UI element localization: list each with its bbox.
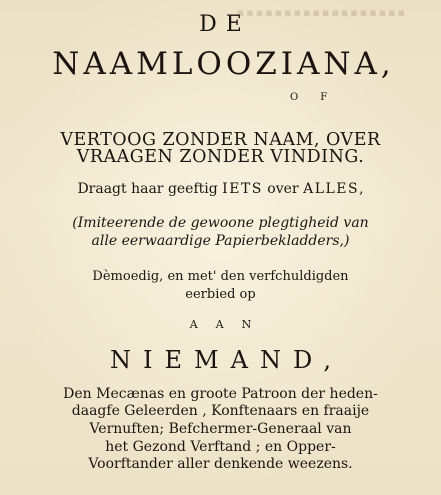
description-text-middle: over [262,181,304,197]
dedicatee-description-line-3: Vernuften; Befchermer-Generaal van [89,421,352,437]
dedication-line-2: eerbied op [185,287,256,302]
imitation-line-1: (Imiteerende de gewoone plegtigheid van [72,215,369,231]
show-through-bleed: ▪▪▪▪▪▪▪▪▪▪▪▪▪▪▪▪▪▪ [234,6,405,19]
title-article: DE [199,12,251,37]
title-conjunction: OF [290,92,350,103]
dedicatee-description-line-1: Den Mecænas en groote Patroon der heden- [63,386,378,402]
dedication-line-1: Dèmoedig, en met' den verfchuldigden [92,269,349,284]
description-iets: IETS [222,181,263,197]
dedicatee-description-line-4: het Gezond Verftand ; en Opper- [105,439,336,455]
description-text-before: Draagt haar geeftig [77,181,223,197]
dedicatee-description-line-5: Voorftander aller denkende weezens. [88,456,353,472]
imitation-line-2: alle eerwaardige Papierbekladders,) [91,233,350,249]
description-text-after: , [359,181,364,197]
main-title: NAAMLOOZIANA, [52,46,395,82]
description-alles: ALLES [303,181,360,197]
dedication-aan: AAN [189,318,270,331]
description-line [0,181,441,197]
subtitle-line-2: VRAAGEN ZONDER VINDING. [76,147,365,167]
dedicatee-name: NIEMAND, [110,346,343,374]
dedicatee-description-line-2: daagfe Geleerden , Konftenaars en fraaije [71,403,370,419]
subtitle-line-1: VERTOOG ZONDER NAAM, OVER [60,130,381,150]
